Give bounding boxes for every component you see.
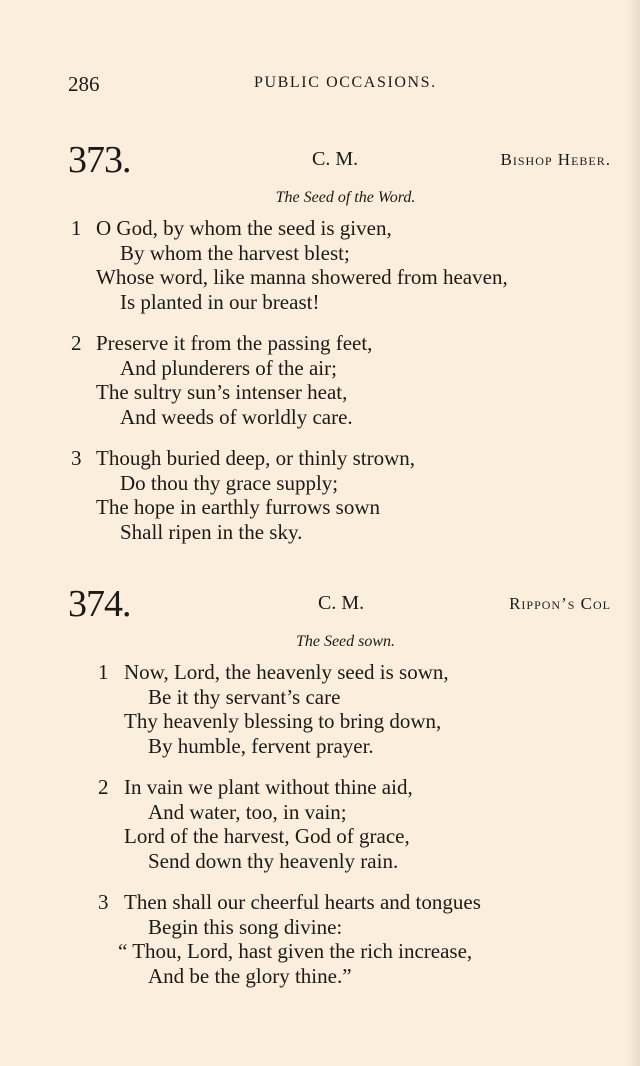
stanza-1: [68, 660, 613, 758]
verse-line: The hope in earthly furrows sown: [96, 495, 381, 519]
stanza-number: 2: [98, 775, 109, 799]
verse-line: And be the glory thine.”: [148, 963, 352, 988]
verse-line: Whose word, like manna showered from heaven,: [96, 265, 508, 289]
stanza-number: 1: [98, 660, 109, 684]
verse-line: And weeds of worldly care.: [120, 404, 353, 429]
verse-line: Do thou thy grace supply;: [120, 470, 339, 495]
verse-line: The sultry sun’s intenser heat,: [96, 380, 348, 404]
verse-line: In vain we plant without thine aid,: [124, 775, 413, 799]
stanza-1: [68, 216, 613, 314]
hymn-title: The Seed sown.: [295, 633, 396, 650]
verse-line: Lord of the harvest, God of grace,: [124, 824, 410, 848]
verse-line: Is planted in our breast!: [120, 289, 320, 314]
verse-line: Thy heavenly blessing to bring down,: [124, 709, 442, 733]
verse-line: Then shall our cheerful hearts and tongues: [124, 890, 481, 914]
stanza-number: 3: [71, 446, 82, 470]
stanza-number: 2: [71, 331, 82, 355]
stanza-2: [68, 331, 613, 429]
verse-line: Begin this song divine:: [148, 914, 343, 939]
page-number: 286: [68, 72, 100, 96]
verse-line: Though buried deep, or thinly strown,: [96, 446, 416, 470]
verse-line: O God, by whom the seed is given,: [96, 216, 392, 240]
running-header: [68, 72, 608, 98]
verse-line: Send down thy heavenly rain.: [148, 848, 399, 873]
hymn-heading: [68, 139, 613, 186]
verse-line: By humble, fervent prayer.: [148, 733, 374, 758]
verse-line: And water, too, in vain;: [148, 799, 347, 824]
hymn-author: Rippon’s Col: [509, 594, 611, 613]
stanza-number: 1: [71, 216, 82, 240]
verse-line: Preserve it from the passing feet,: [96, 331, 373, 355]
hymn-title: The Seed of the Word.: [275, 189, 416, 206]
stanza-3: [68, 446, 613, 544]
stanza-3: [68, 890, 613, 988]
verse-line: And plunderers of the air;: [120, 355, 337, 380]
page-edge-shadow: [626, 0, 640, 1066]
verse-line: “ Thou, Lord, hast given the rich increase,: [118, 939, 473, 963]
verse-line: Be it thy servant’s care: [148, 684, 341, 709]
hymn-374: [68, 583, 613, 1005]
stanza-2: [68, 775, 613, 873]
stanza-number: 3: [98, 890, 109, 914]
verse-line: Shall ripen in the sky.: [120, 519, 303, 544]
verse-line: Now, Lord, the heavenly seed is sown,: [124, 660, 449, 684]
hymn-number: 374.: [68, 583, 131, 625]
hymn-meter: C. M.: [312, 148, 359, 170]
hymn-heading: [68, 583, 613, 630]
running-title: PUBLIC OCCASIONS.: [254, 74, 437, 91]
hymn-author: Bishop Heber.: [500, 150, 611, 169]
verse-line: By whom the harvest blest;: [120, 240, 350, 265]
hymn-meter: C. M.: [318, 592, 365, 614]
hymn-number: 373.: [68, 139, 131, 181]
hymn-373: [68, 139, 613, 561]
